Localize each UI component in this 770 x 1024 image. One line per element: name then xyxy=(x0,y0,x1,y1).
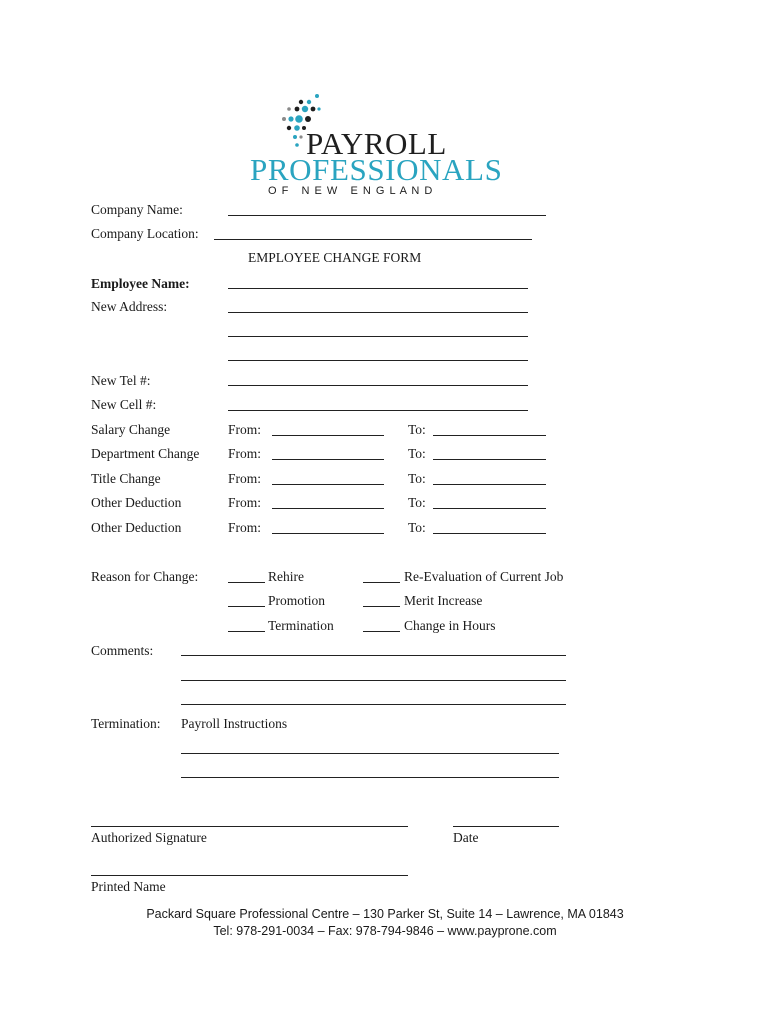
to-field[interactable] xyxy=(433,508,546,509)
comments-field-3[interactable] xyxy=(181,704,566,705)
to-label: To: xyxy=(408,422,426,437)
logo-line-new-england: O F N E W E N G L A N D xyxy=(268,185,434,197)
authorized-signature-label: Authorized Signature xyxy=(91,830,207,845)
comments-label: Comments: xyxy=(91,643,154,658)
employee-name-field[interactable] xyxy=(228,288,528,289)
reason-checkline-merit-increase[interactable] xyxy=(363,606,400,607)
comments-field-2[interactable] xyxy=(181,680,566,681)
to-label: To: xyxy=(408,520,426,535)
new-cell-field[interactable] xyxy=(228,410,528,411)
logo-line-professionals: PROFESSIONALS xyxy=(250,152,503,187)
payroll-instructions-label: Payroll Instructions xyxy=(181,716,288,731)
to-label: To: xyxy=(408,446,426,461)
from-field[interactable] xyxy=(272,459,384,460)
company-name-field[interactable] xyxy=(228,215,546,216)
reason-option-rehire: Rehire xyxy=(268,569,304,584)
printed-name-label: Printed Name xyxy=(91,879,166,894)
from-field[interactable] xyxy=(272,533,384,534)
logo-wordmark xyxy=(250,128,530,198)
reason-checkline-termination[interactable] xyxy=(228,631,265,632)
change-row-label: Other Deduction xyxy=(91,520,182,535)
to-field[interactable] xyxy=(433,435,546,436)
change-row-label: Other Deduction xyxy=(91,495,182,510)
from-field[interactable] xyxy=(272,435,384,436)
to-field[interactable] xyxy=(433,459,546,460)
new-tel-field[interactable] xyxy=(228,385,528,386)
comments-field-1[interactable] xyxy=(181,655,566,656)
to-field[interactable] xyxy=(433,533,546,534)
reason-checkline-promotion[interactable] xyxy=(228,606,265,607)
reason-option-termination: Termination xyxy=(268,618,334,633)
to-label: To: xyxy=(408,495,426,510)
company-location-field[interactable] xyxy=(214,239,532,240)
form-title: EMPLOYEE CHANGE FORM xyxy=(248,250,422,265)
reason-label: Reason for Change: xyxy=(91,569,199,584)
payroll-instructions-field-1[interactable] xyxy=(181,753,559,754)
company-location-label: Company Location: xyxy=(91,226,199,241)
to-label: To: xyxy=(408,471,426,486)
new-address-field-2[interactable] xyxy=(228,336,528,337)
reason-option-change-in-hours: Change in Hours xyxy=(404,618,496,633)
reason-checkline-re-evaluation[interactable] xyxy=(363,582,400,583)
new-cell-label: New Cell #: xyxy=(91,397,157,412)
from-field[interactable] xyxy=(272,484,384,485)
footer-contact: Tel: 978-291-0034 – Fax: 978-794-9846 – www.payprone.com xyxy=(213,924,557,938)
from-label: From: xyxy=(228,471,262,486)
company-name-label: Company Name: xyxy=(91,202,183,217)
payroll-instructions-field-2[interactable] xyxy=(181,777,559,778)
to-field[interactable] xyxy=(433,484,546,485)
from-label: From: xyxy=(228,520,262,535)
employee-name-label: Employee Name: xyxy=(91,276,190,291)
reason-option-re-evaluation: Re-Evaluation of Current Job xyxy=(404,569,564,584)
new-address-field-3[interactable] xyxy=(228,360,528,361)
change-row-label: Title Change xyxy=(91,471,161,486)
from-label: From: xyxy=(228,422,262,437)
date-label: Date xyxy=(453,830,479,845)
change-row-label: Department Change xyxy=(91,446,200,461)
from-label: From: xyxy=(228,495,262,510)
logo-line-payroll: PAYROLL xyxy=(306,126,447,161)
authorized-signature-field[interactable] xyxy=(91,826,408,827)
new-address-label: New Address: xyxy=(91,299,168,314)
footer-address: Packard Square Professional Centre – 130 Parker St, Suite 14 – Lawrence, MA 01843 xyxy=(146,907,624,921)
change-row-label: Salary Change xyxy=(91,422,171,437)
reason-option-promotion: Promotion xyxy=(268,593,326,608)
date-field[interactable] xyxy=(453,826,559,827)
from-label: From: xyxy=(228,446,262,461)
termination-label: Termination: xyxy=(91,716,161,731)
printed-name-field[interactable] xyxy=(91,875,408,876)
reason-checkline-change-in-hours[interactable] xyxy=(363,631,400,632)
reason-checkline-rehire[interactable] xyxy=(228,582,265,583)
from-field[interactable] xyxy=(272,508,384,509)
reason-option-merit-increase: Merit Increase xyxy=(404,593,483,608)
new-address-field-1[interactable] xyxy=(228,312,528,313)
new-tel-label: New Tel #: xyxy=(91,373,151,388)
